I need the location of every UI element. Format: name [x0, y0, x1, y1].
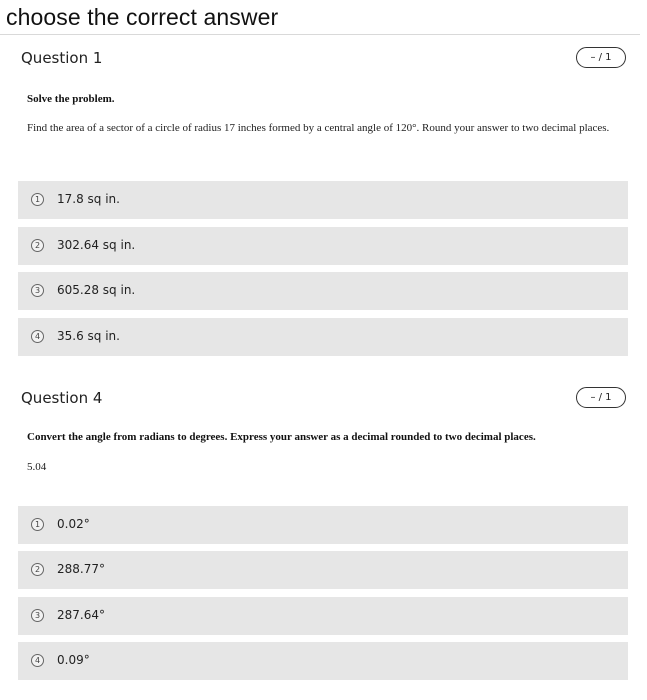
option-label: 35.6 sq in. — [57, 329, 120, 343]
option-number-icon: 4 — [31, 330, 44, 343]
question-score-badge: – / 1 — [576, 47, 626, 68]
header-divider — [0, 34, 640, 35]
option-label: 287.64° — [57, 608, 105, 622]
question-text: Find the area of a sector of a circle of radius 17 inches formed by a central angle of 120°. Round your answer to two decimal places. — [27, 122, 610, 134]
answer-option[interactable] — [18, 318, 628, 356]
option-number-icon: 1 — [31, 193, 44, 206]
answer-option[interactable] — [18, 506, 628, 544]
question-title: Question 1 — [21, 49, 103, 67]
option-number-icon: 2 — [31, 563, 44, 576]
answer-option[interactable] — [18, 642, 628, 680]
option-number-icon: 1 — [31, 518, 44, 531]
answer-option[interactable] — [18, 597, 628, 635]
page-header: choose the correct answer — [6, 4, 279, 30]
option-number-icon: 2 — [31, 239, 44, 252]
answer-option[interactable] — [18, 272, 628, 310]
question-title: Question 4 — [21, 389, 103, 407]
question-instruction: Convert the angle from radians to degrees. Express your answer as a decimal rounded to two decimal places. — [27, 431, 536, 443]
answer-option[interactable] — [18, 227, 628, 265]
answer-option[interactable] — [18, 181, 628, 219]
question-instruction: Solve the problem. — [27, 93, 115, 105]
option-label: 0.09° — [57, 653, 90, 667]
option-label: 288.77° — [57, 562, 105, 576]
answer-option[interactable] — [18, 551, 628, 589]
option-number-icon: 4 — [31, 654, 44, 667]
option-number-icon: 3 — [31, 609, 44, 622]
question-text: 5.04 — [27, 461, 47, 473]
option-label: 0.02° — [57, 517, 90, 531]
option-label: 302.64 sq in. — [57, 238, 136, 252]
option-label: 17.8 sq in. — [57, 192, 120, 206]
option-number-icon: 3 — [31, 284, 44, 297]
question-score-badge: – / 1 — [576, 387, 626, 408]
option-label: 605.28 sq in. — [57, 283, 136, 297]
